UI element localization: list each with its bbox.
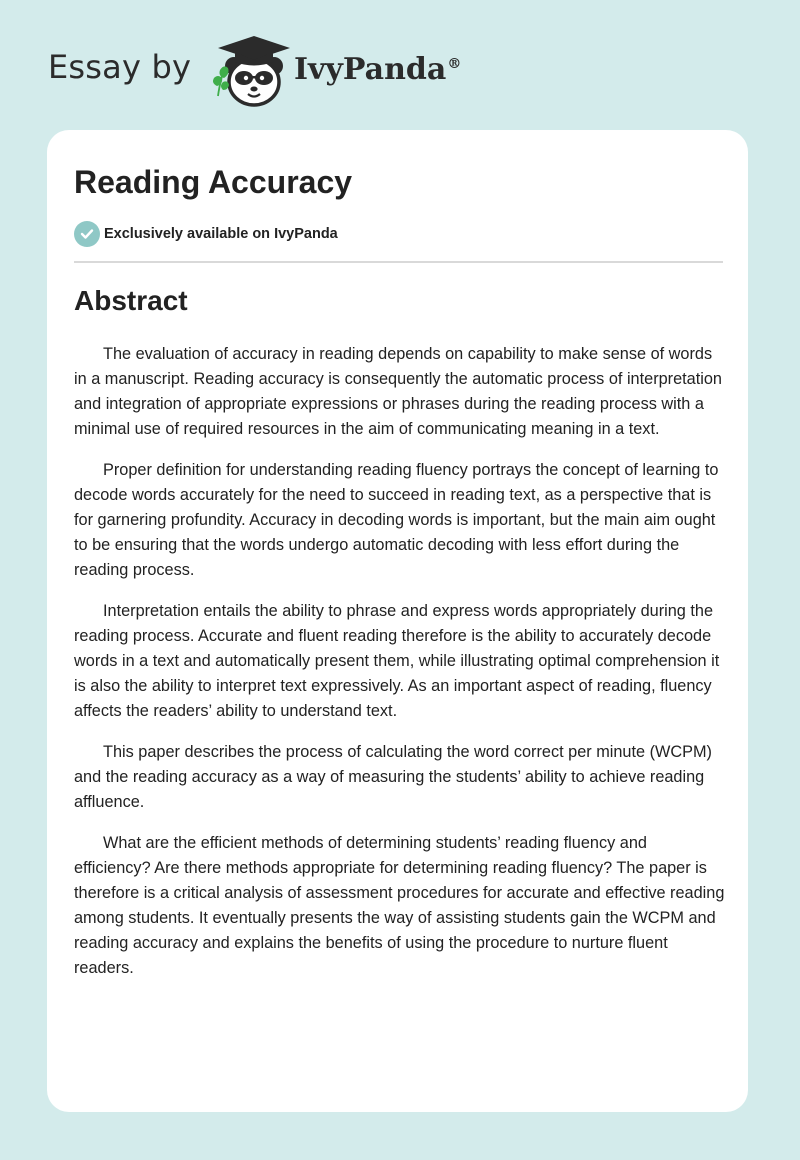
check-circle-icon <box>74 221 100 247</box>
paragraph: This paper describes the process of calculating the word correct per minute (WCPM) and the reading accuracy as a way of measuring the students’ ability to achieve reading affluence. <box>74 743 712 811</box>
page-title: Reading Accuracy <box>74 164 353 200</box>
exclusive-badge-text: Exclusively available on IvyPanda <box>104 226 338 242</box>
abstract-body <box>74 342 725 997</box>
brand-name[interactable]: IvyPanda® <box>294 52 462 87</box>
site-header <box>48 34 508 114</box>
section-title-abstract: Abstract <box>74 285 188 316</box>
essay-card <box>47 130 748 1112</box>
paragraph: What are the efficient methods of determining students’ reading fluency and efficiency? Are there methods appropriate for determining reading fluency? The paper is therefore is a critical analysis of assessment procedures for accurate and effective reading among students. It eventually presents the way of assisting students gain the WCPM and reading accuracy and explains the benefits of using the procedure to nurture fluent readers. <box>74 834 725 977</box>
paragraph: Proper definition for understanding reading fluency portrays the concept of learning to decode words accurately for the need to succeed in reading text, as a perspective that is for garnering profundity. Accuracy in decoding words is important, but the main aim ought to be ensuring that the words undergo automatic decoding with less effort during the reading process. <box>74 461 719 579</box>
registered-mark: ® <box>447 56 462 72</box>
divider <box>74 261 723 263</box>
exclusive-badge <box>74 221 338 247</box>
panda-graduate-logo-icon[interactable] <box>202 34 294 110</box>
paragraph: The evaluation of accuracy in reading depends on capability to make sense of words in a manuscript. Reading accuracy is consequently the automatic process of interpretation and integration of appropriate expressions or phrases during the reading process with a minimal use of required resources in the aim of communicating meaning in a text. <box>74 345 722 438</box>
brand-prefix: Essay by <box>48 48 192 86</box>
paragraph: Interpretation entails the ability to phrase and express words appropriately during the reading process. Accurate and fluent reading therefore is the ability to accurately decode words in a text and automatically present them, while illustrating optimal comprehension it is also the ability to interpret text expressively. As an important aspect of reading, fluency affects the readers’ ability to understand text. <box>74 602 720 720</box>
